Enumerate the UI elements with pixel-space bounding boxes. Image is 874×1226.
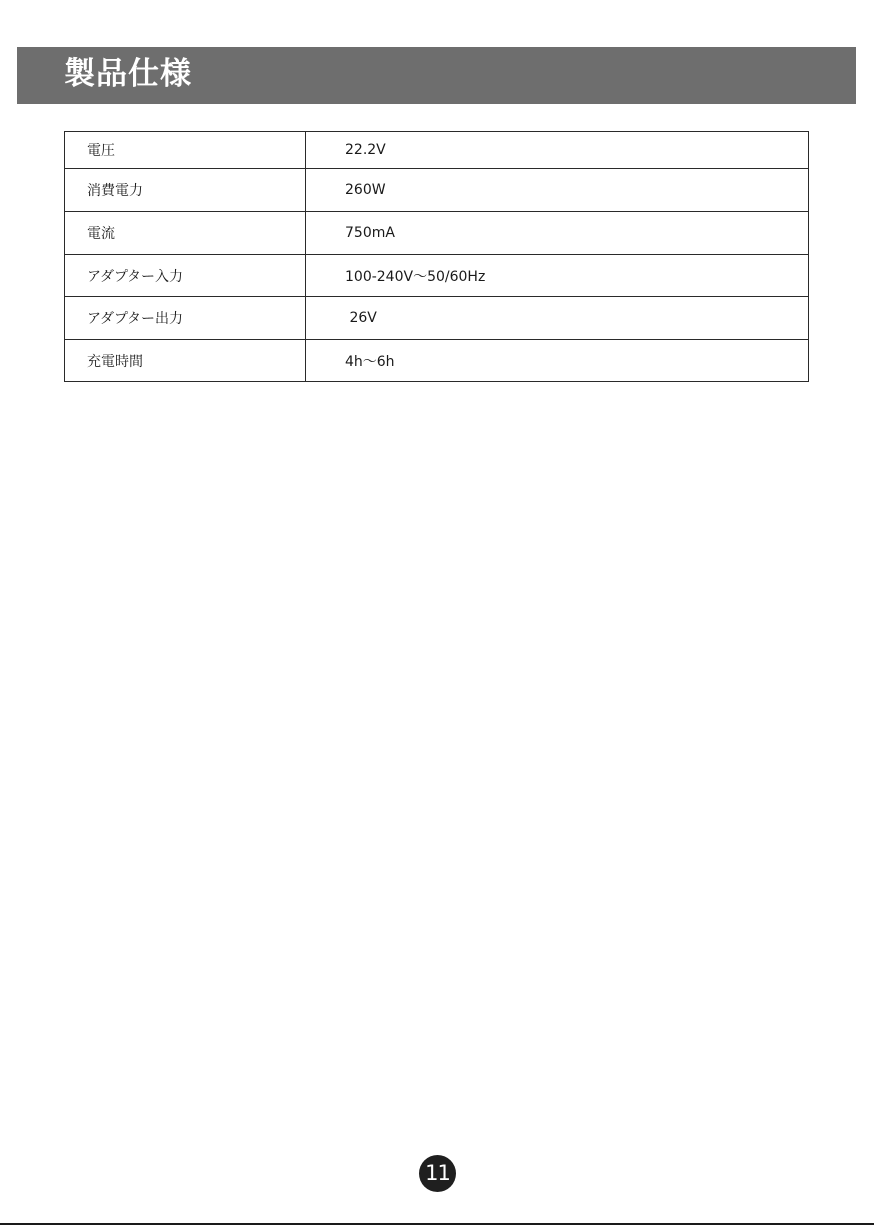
spec-label: 電圧 — [65, 132, 306, 169]
spec-value: 260W — [306, 169, 809, 212]
spec-label: 充電時間 — [65, 340, 306, 382]
page-title: 製品仕様 — [64, 56, 192, 92]
spec-label: 消費電力 — [65, 169, 306, 212]
table-row — [65, 255, 809, 297]
spec-value: 750mA — [306, 212, 809, 255]
spec-value: 22.2V — [306, 132, 809, 169]
section-header-bar — [17, 47, 856, 104]
table-row — [65, 212, 809, 255]
bottom-divider — [0, 1223, 874, 1225]
table-row — [65, 169, 809, 212]
spec-table — [64, 131, 809, 382]
spec-label: アダプター出力 — [65, 297, 306, 340]
table-row — [65, 340, 809, 382]
table-row — [65, 132, 809, 169]
page-number-badge: 11 — [419, 1155, 456, 1192]
spec-label: 電流 — [65, 212, 306, 255]
spec-label: アダプター入力 — [65, 255, 306, 297]
spec-value: 100-240V～50/60Hz — [306, 255, 809, 297]
spec-value: 4h～6h — [306, 340, 809, 382]
table-row — [65, 297, 809, 340]
spec-value: 26V — [306, 297, 809, 340]
